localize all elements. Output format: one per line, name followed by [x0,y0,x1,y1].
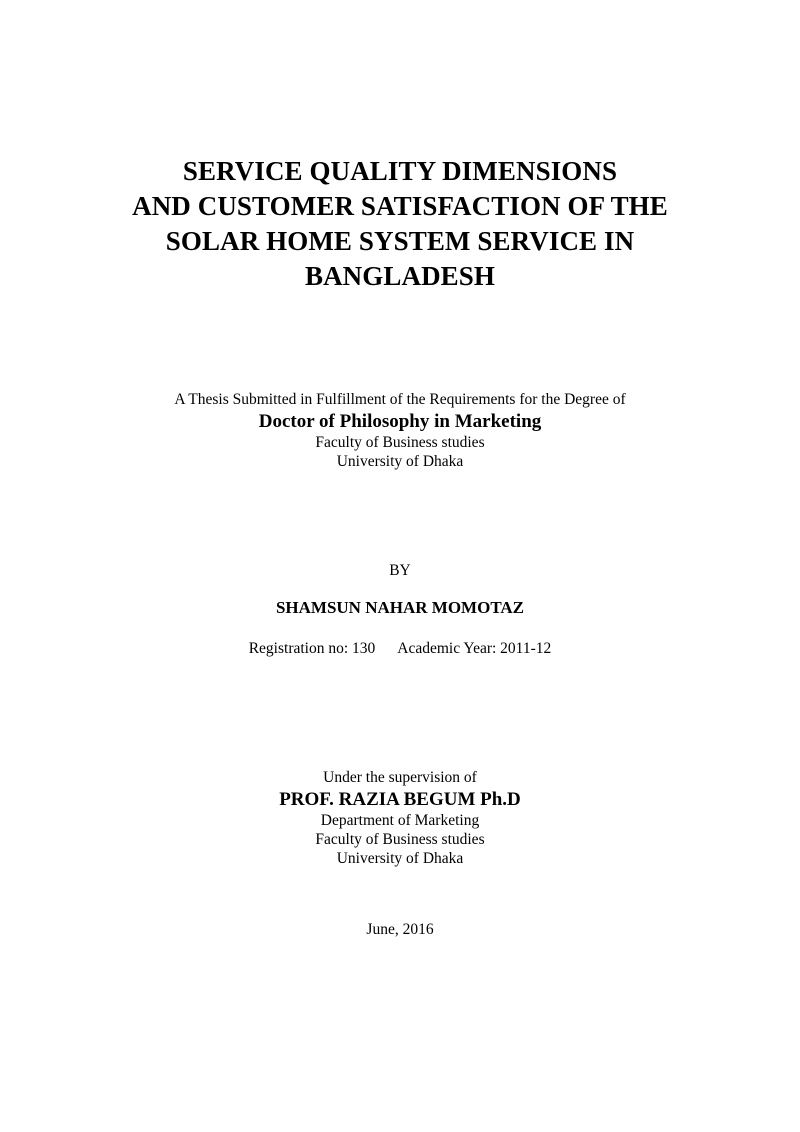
submission-university: University of Dhaka [336,453,464,470]
by-label: BY [389,562,411,579]
degree-name: Doctor of Philosophy in Marketing [258,411,542,432]
thesis-title-line-3: SOLAR HOME SYSTEM SERVICE IN [165,226,635,256]
academic-year: Academic Year: 2011-12 [397,640,552,657]
author-name: SHAMSUN NAHAR MOMOTAZ [275,598,525,617]
thesis-title-line-2: AND CUSTOMER SATISFACTION OF THE [132,191,668,221]
registration-number: Registration no: 130 [248,640,376,657]
thesis-title-line-4: BANGLADESH [304,261,496,291]
submission-date: June, 2016 [366,921,434,938]
registration-row [0,639,800,659]
submission-statement: A Thesis Submitted in Fulfillment of the Requirements for the Degree of [174,391,626,408]
supervision-intro: Under the supervision of [323,769,477,786]
supervisor-university: University of Dhaka [336,850,464,867]
supervisor-department: Department of Marketing [320,812,480,829]
supervisor-name: PROF. RAZIA BEGUM Ph.D [279,789,521,810]
thesis-title [0,154,800,294]
supervisor-faculty: Faculty of Business studies [315,831,485,848]
submission-faculty: Faculty of Business studies [315,434,485,451]
thesis-title-line-1: SERVICE QUALITY DIMENSIONS [182,156,618,186]
